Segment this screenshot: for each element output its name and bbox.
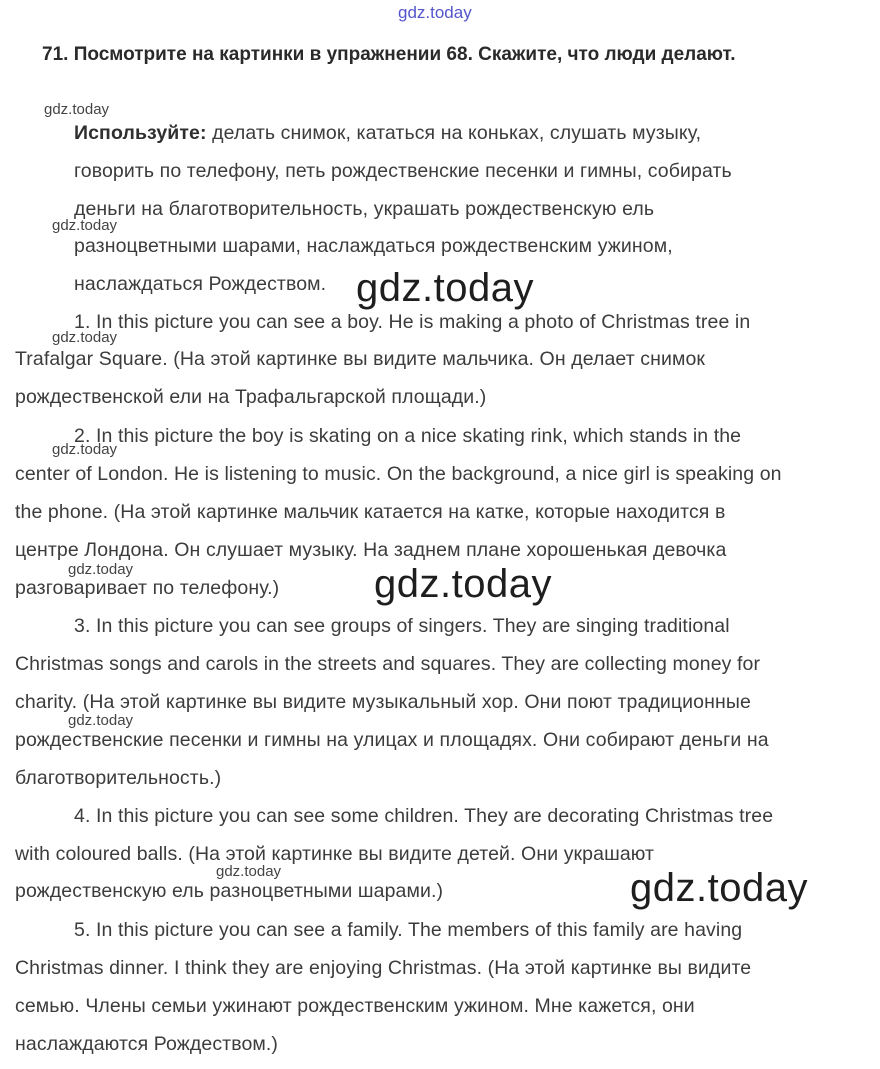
answer-line: Christmas dinner. I think they are enjoying Christmas. (На этой картинке вы видите [15, 957, 752, 979]
small-watermark: gdz.today [68, 561, 134, 578]
use-line: деньги на благотворительность, украшать рождественскую ель [74, 198, 655, 220]
answer-line: 2. In this picture the boy is skating on a nice skating rink, which stands in the [74, 425, 742, 447]
answer-line: центре Лондона. Он слушает музыку. На заднем плане хорошенькая девочка [15, 539, 727, 561]
answer-line: the phone. (На этой картинке мальчик катается на катке, которые находится в [15, 501, 726, 523]
answer-line: Trafalgar Square. (На этой картинке вы видите мальчика. Он делает снимок [15, 348, 706, 370]
answer-line: разговаривает по телефону.) [15, 577, 280, 599]
big-watermark: gdz.today [630, 866, 808, 910]
use-line: говорить по телефону, петь рождественские песенки и гимны, собирать [74, 160, 732, 182]
small-watermark: gdz.today [52, 329, 118, 346]
use-label: Используйте: [74, 122, 207, 144]
answer-line: with coloured balls. (На этой картинке вы видите детей. Они украшают [15, 843, 655, 865]
big-watermark: gdz.today [356, 266, 534, 310]
answer-line: рождественские песенки и гимны на улицах и площадях. Они собирают деньги на [15, 729, 769, 751]
answer-line: 5. In this picture you can see a family. The members of this family are having [74, 919, 743, 941]
small-watermark: gdz.today [68, 712, 134, 729]
answer-line: center of London. He is listening to music. On the background, a nice girl is speaking on [15, 463, 782, 485]
answer-line: charity. (На этой картинке вы видите музыкальный хор. Они поют традиционные [15, 691, 751, 713]
small-watermark: gdz.today [216, 863, 282, 880]
answer-line: 4. In this picture you can see some children. They are decorating Christmas tree [74, 805, 774, 827]
small-watermark: gdz.today [52, 217, 118, 234]
answer-line: семью. Члены семьи ужинают рождественским ужином. Мне кажется, они [15, 995, 695, 1017]
exercise-title: 71. Посмотрите на картинки в упражнении 68. Скажите, что люди делают. [42, 44, 736, 65]
top-watermark: gdz.today [398, 3, 472, 22]
answer-line: благотворительность.) [15, 767, 222, 789]
answer-line: наслаждаются Рождеством.) [15, 1033, 279, 1055]
answer-line: 3. In this picture you can see groups of singers. They are singing traditional [74, 615, 730, 637]
answer-line: рождественскую ель разноцветными шарами.) [15, 880, 444, 902]
use-line: разноцветными шарами, наслаждаться рождественским ужином, [74, 235, 673, 257]
use-line [74, 121, 701, 145]
small-watermark: gdz.today [44, 101, 110, 118]
answer-line: 1. In this picture you can see a boy. He is making a photo of Christmas tree in [74, 311, 751, 333]
answer-line: Christmas songs and carols in the streets and squares. They are collecting money for [15, 653, 761, 675]
use-line: наслаждаться Рождеством. [74, 273, 327, 295]
answer-line: рождественской ели на Трафальгарской площади.) [15, 386, 487, 408]
big-watermark: gdz.today [374, 562, 552, 606]
use-text: делать снимок, кататься на коньках, слушать музыку, [206, 122, 702, 144]
small-watermark: gdz.today [52, 441, 118, 458]
